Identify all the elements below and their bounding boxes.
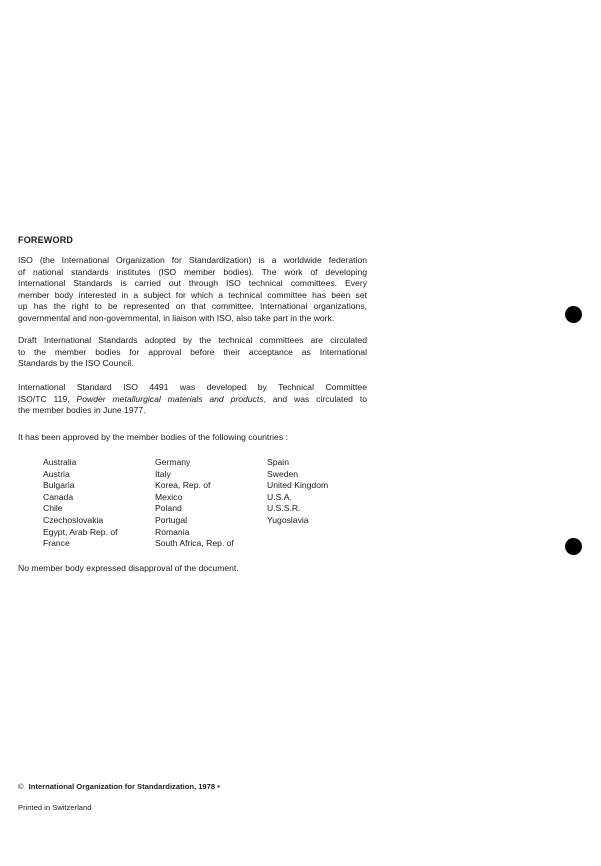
foreword-paragraph-1 bbox=[18, 255, 367, 325]
text-line: member body interested in a subject for which a technical committee has been set bbox=[18, 289, 367, 300]
country: Romania bbox=[155, 526, 190, 537]
countries-column-3 bbox=[267, 457, 328, 527]
text-line bbox=[18, 394, 367, 406]
printed-in: Printed in Switzerland bbox=[18, 803, 92, 812]
country: U.S.A. bbox=[267, 491, 292, 502]
country: Canada bbox=[43, 491, 74, 502]
country: Sweden bbox=[267, 468, 299, 479]
country: U.S.S.R. bbox=[267, 503, 301, 514]
country: Korea, Rep. of bbox=[155, 480, 211, 491]
country: Italy bbox=[155, 468, 171, 479]
text-line: of national standards institutes (ISO member bodies). The work of developing bbox=[18, 266, 367, 277]
copyright-line bbox=[18, 782, 220, 791]
countries-column-1 bbox=[43, 457, 118, 550]
committee-id: ISO/TC 119, bbox=[18, 393, 77, 404]
country: Czechoslovakia bbox=[43, 514, 104, 525]
country: France bbox=[43, 538, 70, 549]
country: Poland bbox=[155, 503, 182, 514]
country: Austria bbox=[43, 468, 70, 479]
country: Portugal bbox=[155, 514, 188, 525]
copyright-icon: © bbox=[18, 782, 24, 791]
country: Yugoslavia bbox=[267, 514, 309, 525]
text-line: up has the right to be represented on that committee. International organizations, bbox=[18, 301, 367, 312]
text-line: Standards by the ISO Council. bbox=[18, 358, 134, 369]
text-line: International Standards is carried out through ISO technical committees. Every bbox=[18, 278, 367, 289]
punch-hole-icon bbox=[565, 306, 582, 323]
approval-intro: It has been approved by the member bodies of the following countries : bbox=[18, 432, 288, 442]
text-line: to the member bodies for approval before their acceptance as International bbox=[18, 346, 367, 357]
text-line: governmental and non-governmental, in liaison with ISO, also take part in the work. bbox=[18, 312, 335, 323]
committee-title: Powder metallurgical materials and products bbox=[76, 393, 264, 404]
text-line: Draft International Standards adopted by the technical committees are circulated bbox=[18, 335, 367, 345]
punch-hole-icon bbox=[565, 538, 582, 555]
country: Spain bbox=[267, 457, 289, 467]
country: South Africa, Rep. of bbox=[155, 538, 234, 549]
copyright-text: International Organization for Standardization, 1978 bbox=[28, 782, 216, 791]
country: Australia bbox=[43, 457, 77, 467]
countries-column-2 bbox=[155, 457, 234, 550]
country: Germany bbox=[155, 457, 191, 467]
country: Mexico bbox=[155, 491, 183, 502]
foreword-heading: FOREWORD bbox=[18, 235, 74, 245]
bullet-icon: • bbox=[217, 782, 220, 791]
text-line: ISO (the International Organization for Standardization) is a worldwide federation bbox=[18, 255, 367, 265]
foreword-paragraph-2 bbox=[18, 335, 367, 370]
text-line: the member bodies in June 1977. bbox=[18, 405, 146, 416]
country: Bulgaria bbox=[43, 480, 75, 491]
text-line: International Standard ISO 4491 was developed by Technical Committee bbox=[18, 382, 367, 392]
foreword-paragraph-3 bbox=[18, 382, 367, 417]
country: Egypt, Arab Rep. of bbox=[43, 526, 118, 537]
text-fragment: , and was circulated to bbox=[263, 393, 368, 404]
country: Chile bbox=[43, 503, 63, 514]
country: United Kingdom bbox=[267, 480, 329, 491]
disapproval-statement: No member body expressed disapproval of the document. bbox=[18, 563, 239, 573]
